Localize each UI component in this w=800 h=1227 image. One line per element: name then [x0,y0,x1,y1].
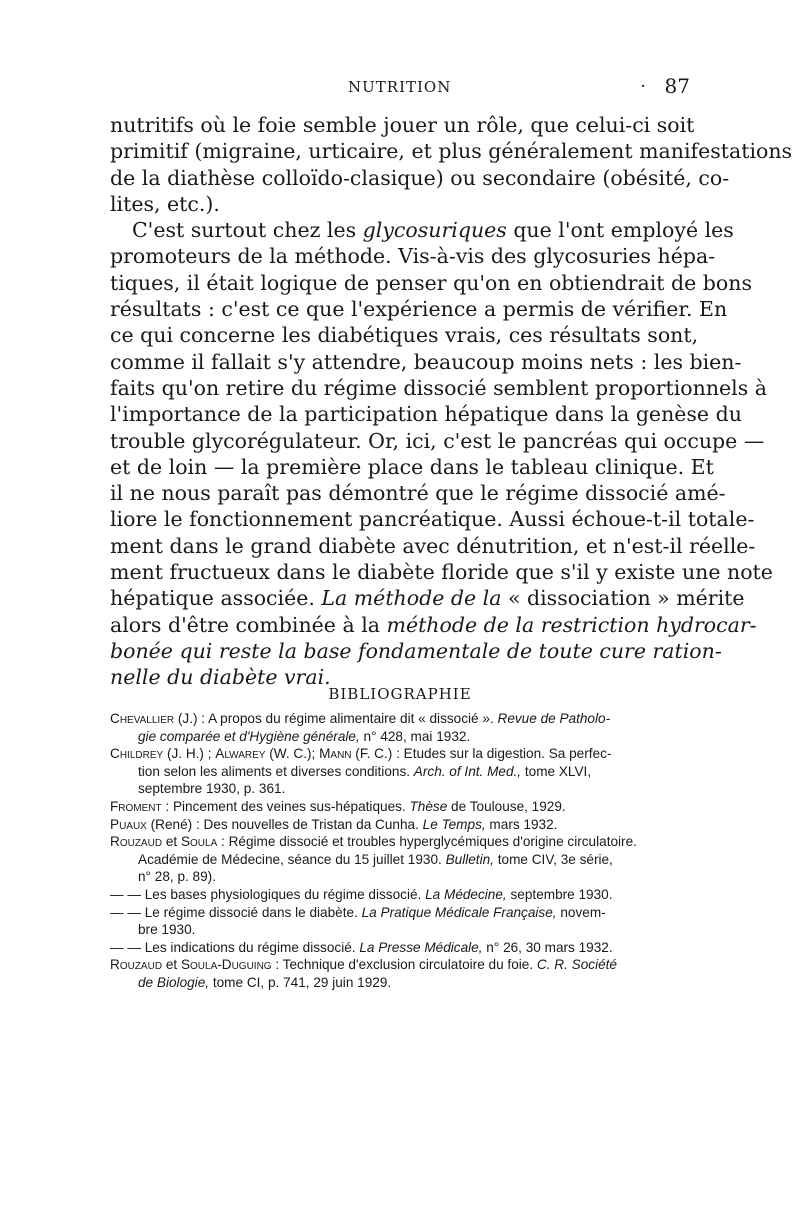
italic-phrase: La méthode de la [321,586,502,611]
bibliography-line: Childrey (J. H.) ; Alwarey (W. C.); Mann (F. C.) : Etudes sur la digestion. Sa perfec- [110,746,612,762]
header-dot: · [640,76,646,97]
bibliography-entry [110,956,690,991]
bibliography-entry [110,904,690,939]
bibliography-line: septembre 1930, p. 361. [138,781,286,797]
italic-phrase: nelle du diabète vrai. [110,665,331,690]
bibliography-entry [110,833,690,886]
bibliography-line: bre 1930. [138,922,196,938]
body-line: nutritifs où le foie semble jouer un rôle, que celui-ci soit [110,113,695,137]
bibliography-entry [110,798,690,816]
body-line: faits qu'on retire du régime dissocié semblent proportionnels à [110,375,768,400]
page-header [110,74,690,104]
bibliography-line: gie comparée et d'Hygiène générale, n° 428, mai 1932. [138,728,471,744]
body-line: l'importance de la participation hépatique dans la genèse du [110,402,742,427]
page-number: 87 [664,74,690,98]
running-title: NUTRITION [348,78,452,96]
bibliography-line: tion selon les aliments et diverses conditions. Arch. of Int. Med., tome XLVI, [138,763,592,779]
body-line: liore le fonctionnement pancréatique. Aussi échoue-t-il totale- [110,507,755,532]
bibliography-line: — — Les indications du régime dissocié. La Presse Médicale, n° 26, 30 mars 1932. [110,939,613,955]
italic-phrase: bonée qui reste la base fondamentale de toute cure ration- [110,638,722,663]
body-line: ment dans le grand diabète avec dénutrition, et n'est-il réelle- [110,533,756,558]
body-line: il ne nous paraît pas démontré que le régime dissocié amé- [110,481,726,506]
body-line: tiques, il était logique de penser qu'on en obtiendrait de bons [110,270,752,295]
body-line: comme il fallait s'y attendre, beaucoup moins nets : les bien- [110,349,742,374]
body-line: de la diathèse colloïdo-clasique) ou secondaire (obésité, co- [110,165,730,190]
body-line: promoteurs de la méthode. Vis-à-vis des glycosuries hépa- [110,244,716,269]
bibliography-line: Chevallier (J.) : A propos du régime alimentaire dit « dissocié ». Revue de Patholo- [110,711,611,726]
body-line: et de loin — la première place dans le tableau clinique. Et [110,454,714,479]
body-line: ce qui concerne les diabétiques vrais, ces résultats sont, [110,323,699,348]
body-line: primitif (migraine, urticaire, et plus généralement manifestations [110,139,793,164]
bibliography-entry [110,939,690,957]
bibliography-entry [110,886,690,904]
body-line: résultats : c'est ce que l'expérience a permis de vérifier. En [110,297,728,322]
bibliography-entry [110,710,690,745]
bibliography-line: Froment : Pincement des veines sus-hépatiques. Thèse de Toulouse, 1929. [110,798,566,814]
bibliography-line: de Biologie, tome CI, p. 741, 29 juin 1929. [138,974,392,990]
bibliography-entry [110,816,690,834]
bibliography-line: Rouzaud et Soula : Régime dissocié et troubles hyperglycémiques d'origine circulatoire. [110,834,637,850]
body-line: C'est surtout chez les glycosuriques que l'ont employé les [132,218,734,243]
italic-phrase: glycosuriques [362,218,507,243]
bibliography-line: Rouzaud et Soula-Duguing : Technique d'exclusion circulatoire du foie. C. R. Société [110,957,617,973]
bibliography-list [110,710,690,992]
bibliography-entry [110,745,690,798]
body-line: hépatique associée. La méthode de la « dissociation » mérite [110,586,745,611]
body-line: trouble glycorégulateur. Or, ici, c'est le pancréas qui occupe — [110,428,765,453]
italic-phrase: méthode de la restriction hydrocar- [386,612,757,637]
body-line: lites, etc.). [110,191,220,216]
body-line [110,638,722,664]
bibliography-line: Académie de Médecine, séance du 15 juillet 1930. Bulletin, tome CIV, 3e série, [138,851,613,867]
body-line: alors d'être combinée à la méthode de la restriction hydrocar- [110,612,757,637]
bibliography-line: Puaux (René) : Des nouvelles de Tristan da Cunha. Le Temps, mars 1932. [110,816,558,832]
bibliography-title: BIBLIOGRAPHIE [328,685,472,703]
bibliography-line: — — Le régime dissocié dans le diabète. La Pratique Médicale Française, novem- [110,904,606,920]
bibliography-line: — — Les bases physiologiques du régime dissocié. La Médecine, septembre 1930. [110,886,613,902]
body-text [110,112,793,691]
bibliography-line: n° 28, p. 89). [138,869,216,885]
body-line: ment fructueux dans le diabète floride que s'il y existe une note [110,560,773,585]
